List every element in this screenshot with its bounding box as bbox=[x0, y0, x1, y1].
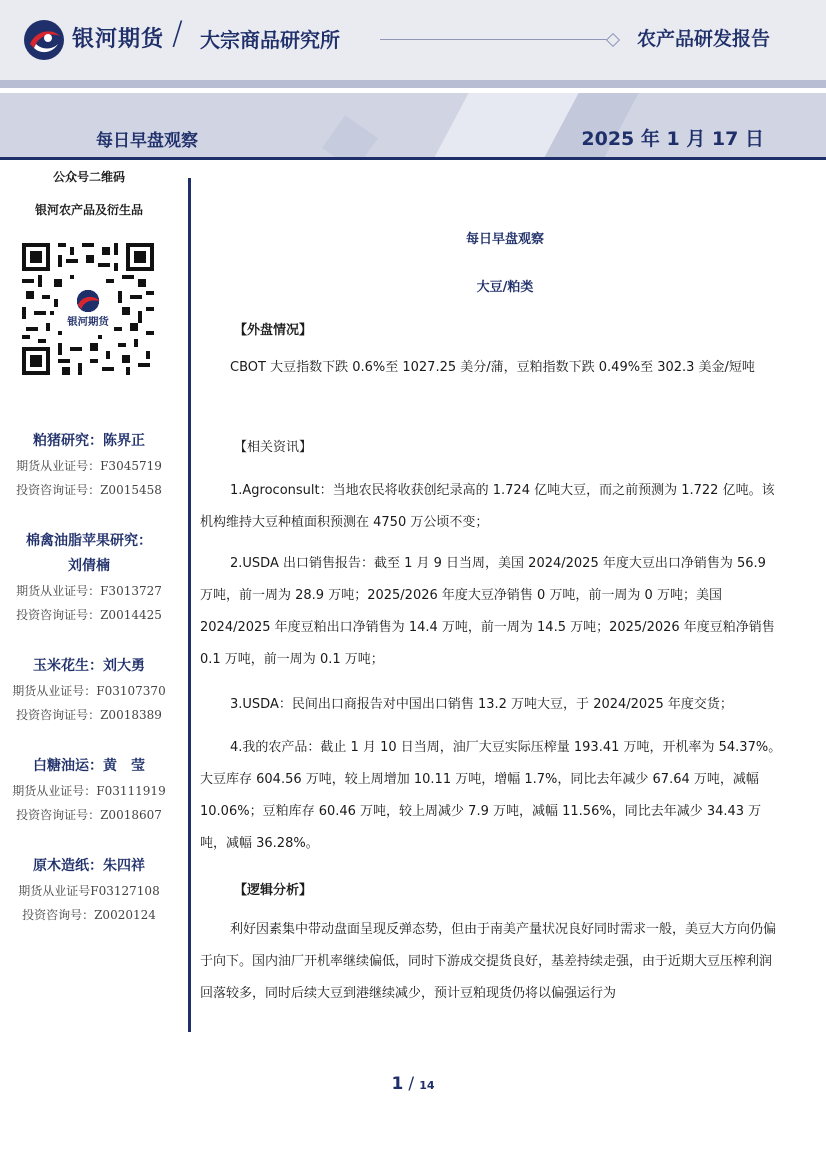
banner-underline bbox=[0, 157, 826, 160]
content-heading: 每日早盘观察 bbox=[465, 232, 544, 247]
analyst-title: 原木造纸：朱四祥 bbox=[33, 858, 145, 874]
banner-decoration bbox=[322, 115, 378, 157]
analyst-advisory-cert: 投资咨询号：Z0020124 bbox=[22, 908, 156, 922]
analyst-futures-cert: 期货从业证号：F3013727 bbox=[16, 584, 162, 598]
header-divider-line bbox=[380, 39, 610, 40]
analyst-advisory-cert: 投资咨询证号：Z0015458 bbox=[16, 483, 162, 497]
overseas-paragraph: CBOT 大豆指数下跌 0.6%至 1027.25 美分/蒲，豆粕指数下跌 0.49%至 302.3 美金/短吨 bbox=[230, 360, 755, 375]
galaxy-logo-icon bbox=[22, 18, 66, 62]
qr-logo-text: 银河期货 bbox=[67, 316, 109, 328]
page-footer bbox=[0, 1074, 826, 1094]
analyst-advisory-cert: 投资咨询证号：Z0014425 bbox=[16, 608, 162, 622]
institute-name: 大宗商品研究所 bbox=[200, 28, 340, 52]
qr-code-icon bbox=[22, 243, 154, 375]
logic-paragraph: 利好因素集中带动盘面呈现反弹态势，但由于南美产量状况良好同时需求一般，美豆大方向仍偏于向下。国内油厂开机率继续偏低，同时下游成交提货良好，基差持续走强，由于近期大豆压榨利润回落较多，同时后续大豆到港继续减少，预计豆粕现货仍将以偏强运行为 bbox=[200, 922, 777, 1001]
qr-title: 公众号二维码 bbox=[52, 170, 125, 184]
page-number: 1 bbox=[391, 1074, 404, 1094]
section-logic: 【逻辑分析】 bbox=[234, 883, 313, 898]
section-overseas: 【外盘情况】 bbox=[234, 323, 313, 338]
news-item: 3.USDA：民间出口商报告对中国出口销售 13.2 万吨大豆，于 2024/2025 年度交货； bbox=[230, 697, 733, 712]
company-name: 银河期货 bbox=[72, 27, 165, 52]
diamond-icon bbox=[606, 33, 620, 47]
qr-subtitle: 银河农产品及衍生品 bbox=[34, 203, 143, 217]
news-item: 4.我的农产品：截止 1 月 10 日当周，油厂大豆实际压榨量 193.41 万吨，开机率为 54.37%。大豆库存 604.56 万吨，较上周增加 10.11 万吨，增幅 1.7%，同比去年减少 67.64 万吨，减幅 10.06%；豆粕库存 60.46 万吨，较上周减少 7.9 万吨，减幅 11.56%，同比去年减少 34.43 万吨，减幅 36.28%。 bbox=[200, 740, 782, 851]
report-date: 2025 年 1 月 17 日 bbox=[581, 128, 764, 150]
section-news: 【相关资讯】 bbox=[234, 440, 313, 455]
report-type: 农产品研发报告 bbox=[636, 28, 770, 50]
page-total: 14 bbox=[419, 1079, 435, 1092]
analyst-title: 棉禽油脂苹果研究： bbox=[26, 533, 152, 549]
analyst-name: 刘倩楠 bbox=[68, 558, 110, 574]
report-title: 每日早盘观察 bbox=[96, 131, 198, 151]
analyst-title: 玉米花生：刘大勇 bbox=[33, 658, 145, 674]
news-item: 1.Agroconsult：当地农民将收获创纪录高的 1.724 亿吨大豆，而之前预测为 1.722 亿吨。该机构维持大豆种植面积预测在 4750 万公顷不变； bbox=[200, 483, 775, 530]
header-slash: / bbox=[172, 14, 183, 52]
analyst-futures-cert: 期货从业证号：F03111919 bbox=[12, 784, 166, 798]
page-separator: / bbox=[408, 1074, 415, 1094]
analyst-futures-cert: 期货从业证号：F3045719 bbox=[16, 459, 162, 473]
analyst-futures-cert: 期货从业证号：F03107370 bbox=[12, 684, 166, 698]
analyst-title: 白糖油运：黄 莹 bbox=[33, 758, 145, 774]
analyst-title: 粕猪研究：陈界正 bbox=[33, 433, 145, 449]
news-item: 2.USDA 出口销售报告：截至 1 月 9 日当周，美国 2024/2025 年度大豆出口净销售为 56.9 万吨，前一周为 28.9 万吨；2025/2026 年度大豆净销售 0 万吨，前一周为 0 万吨；美国 2024/2025 年度豆粕出口净销售为 14.4 万吨，前一周为 14.5 万吨；2025/2026 年度豆粕净销售 0.1 万吨，前一周为 0.1 万吨； bbox=[200, 556, 775, 667]
sidebar-divider bbox=[188, 178, 191, 1032]
analyst-futures-cert: 期货从业证号F03127108 bbox=[18, 884, 160, 898]
report-header bbox=[0, 0, 826, 80]
header-stripe bbox=[0, 80, 826, 88]
analyst-advisory-cert: 投资咨询证号：Z0018389 bbox=[16, 708, 162, 722]
commodity-heading: 大豆/粕类 bbox=[476, 280, 534, 295]
analyst-advisory-cert: 投资咨询证号：Z0018607 bbox=[16, 808, 162, 822]
